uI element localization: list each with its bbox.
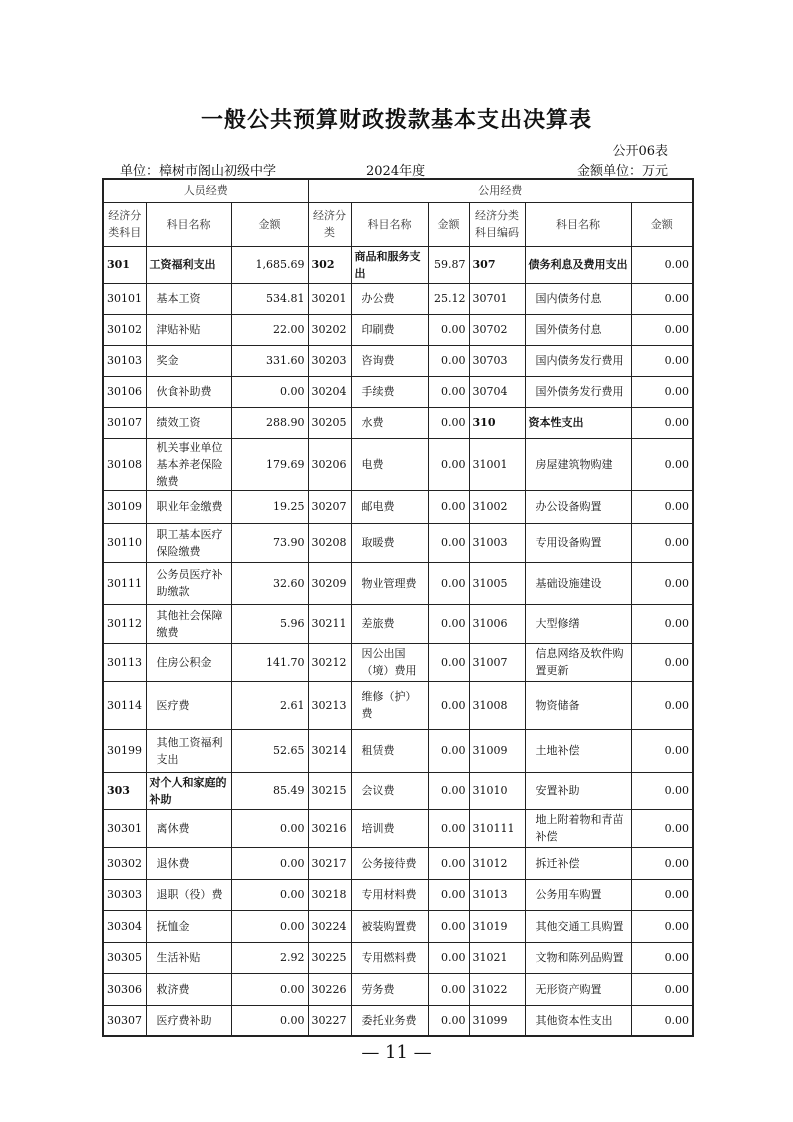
name-cell: 印刷费 — [351, 314, 428, 345]
header-public: 公用经费 — [308, 179, 693, 202]
code-cell: 30110 — [103, 523, 146, 562]
name-cell: 咨询费 — [351, 345, 428, 376]
code-cell: 31012 — [469, 847, 525, 879]
code-cell: 30208 — [308, 523, 351, 562]
code-cell: 30106 — [103, 376, 146, 407]
code-cell: 30307 — [103, 1005, 146, 1036]
name-cell: 被装购置费 — [351, 910, 428, 942]
name-cell: 租赁费 — [351, 729, 428, 772]
name-cell: 国内债务付息 — [525, 283, 631, 314]
code-cell: 30304 — [103, 910, 146, 942]
code-cell: 30227 — [308, 1005, 351, 1036]
amount-cell: 0.00 — [231, 910, 308, 942]
name-cell: 邮电费 — [351, 490, 428, 523]
table-row — [103, 345, 693, 376]
expenditure-table — [102, 178, 694, 1037]
name-cell: 津贴补贴 — [146, 314, 231, 345]
code-cell: 30226 — [308, 973, 351, 1005]
name-cell: 物业管理费 — [351, 562, 428, 604]
amount-cell: 0.00 — [631, 809, 693, 847]
amount-cell: 0.00 — [631, 283, 693, 314]
name-cell: 手续费 — [351, 376, 428, 407]
name-cell: 救济费 — [146, 973, 231, 1005]
name-cell: 土地补偿 — [525, 729, 631, 772]
amount-cell: 73.90 — [231, 523, 308, 562]
code-cell: 30224 — [308, 910, 351, 942]
name-cell: 资本性支出 — [525, 407, 631, 438]
table-row — [103, 973, 693, 1005]
name-cell: 离休费 — [146, 809, 231, 847]
code-cell: 31099 — [469, 1005, 525, 1036]
code-cell: 30206 — [308, 438, 351, 490]
code-cell: 31001 — [469, 438, 525, 490]
code-cell: 30205 — [308, 407, 351, 438]
table-row — [103, 438, 693, 490]
table-row — [103, 942, 693, 973]
code-cell: 31019 — [469, 910, 525, 942]
amount-cell: 0.00 — [631, 681, 693, 729]
amount-cell: 331.60 — [231, 345, 308, 376]
amount-cell: 0.00 — [231, 973, 308, 1005]
name-cell: 基本工资 — [146, 283, 231, 314]
name-cell: 培训费 — [351, 809, 428, 847]
code-cell: 310 — [469, 407, 525, 438]
amount-cell: 0.00 — [631, 879, 693, 910]
code-cell: 30209 — [308, 562, 351, 604]
header-name2: 科目名称 — [351, 202, 428, 246]
code-cell: 30109 — [103, 490, 146, 523]
amount-cell: 5.96 — [231, 604, 308, 643]
code-cell: 31002 — [469, 490, 525, 523]
unit-label: 单位：樟树市阁山初级中学 — [120, 164, 277, 179]
header-code2: 经济分类 — [308, 202, 351, 246]
header-name1: 科目名称 — [146, 202, 231, 246]
table-row — [103, 283, 693, 314]
name-cell: 地上附着物和青苗补偿 — [525, 809, 631, 847]
amount-cell: 0.00 — [428, 809, 469, 847]
name-cell: 委托业务费 — [351, 1005, 428, 1036]
name-cell: 其他工资福利支出 — [146, 729, 231, 772]
amount-cell: 0.00 — [428, 847, 469, 879]
amount-cell: 0.00 — [428, 562, 469, 604]
code-cell: 31005 — [469, 562, 525, 604]
code-cell: 30704 — [469, 376, 525, 407]
code-cell: 310111 — [469, 809, 525, 847]
page-title: 一般公共预算财政拨款基本支出决算表 — [200, 107, 592, 133]
name-cell: 职工基本医疗保险缴费 — [146, 523, 231, 562]
amount-cell: 0.00 — [428, 523, 469, 562]
amount-cell: 0.00 — [428, 643, 469, 681]
name-cell: 医疗费补助 — [146, 1005, 231, 1036]
table-row — [103, 809, 693, 847]
amount-cell: 0.00 — [631, 1005, 693, 1036]
name-cell: 文物和陈列品购置 — [525, 942, 631, 973]
header-name3: 科目名称 — [525, 202, 631, 246]
name-cell: 商品和服务支出 — [351, 246, 428, 283]
amount-cell: 0.00 — [631, 314, 693, 345]
name-cell: 物资储备 — [525, 681, 631, 729]
name-cell: 机关事业单位基本养老保险缴费 — [146, 438, 231, 490]
name-cell: 职业年金缴费 — [146, 490, 231, 523]
name-cell: 信息网络及软件购置更新 — [525, 643, 631, 681]
form-number: 公开06表 — [612, 144, 668, 159]
code-cell: 31013 — [469, 879, 525, 910]
amount-cell: 19.25 — [231, 490, 308, 523]
name-cell: 国内债务发行费用 — [525, 345, 631, 376]
code-cell: 30114 — [103, 681, 146, 729]
amount-cell: 0.00 — [631, 772, 693, 809]
amount-cell: 288.90 — [231, 407, 308, 438]
amount-cell: 0.00 — [231, 879, 308, 910]
name-cell: 劳务费 — [351, 973, 428, 1005]
amount-cell: 0.00 — [631, 973, 693, 1005]
table-row — [103, 314, 693, 345]
name-cell: 水费 — [351, 407, 428, 438]
amount-cell: 0.00 — [631, 376, 693, 407]
amount-cell: 0.00 — [631, 490, 693, 523]
code-cell: 31009 — [469, 729, 525, 772]
amount-cell: 0.00 — [428, 407, 469, 438]
name-cell: 拆迁补偿 — [525, 847, 631, 879]
code-cell: 30216 — [308, 809, 351, 847]
name-cell: 其他社会保障缴费 — [146, 604, 231, 643]
name-cell: 对个人和家庭的补助 — [146, 772, 231, 809]
amount-cell: 0.00 — [231, 376, 308, 407]
name-cell: 国外债务付息 — [525, 314, 631, 345]
header-amt2: 金额 — [428, 202, 469, 246]
code-cell: 30102 — [103, 314, 146, 345]
name-cell: 大型修缮 — [525, 604, 631, 643]
code-cell: 30112 — [103, 604, 146, 643]
code-cell: 31022 — [469, 973, 525, 1005]
amount-cell: 0.00 — [428, 973, 469, 1005]
code-cell: 31008 — [469, 681, 525, 729]
amount-cell: 0.00 — [428, 729, 469, 772]
table-row — [103, 879, 693, 910]
code-cell: 30302 — [103, 847, 146, 879]
amount-cell: 179.69 — [231, 438, 308, 490]
code-cell: 30204 — [308, 376, 351, 407]
name-cell: 安置补助 — [525, 772, 631, 809]
amount-cell: 22.00 — [231, 314, 308, 345]
name-cell: 差旅费 — [351, 604, 428, 643]
amount-cell: 1,685.69 — [231, 246, 308, 283]
amount-cell: 0.00 — [631, 643, 693, 681]
table-row — [103, 729, 693, 772]
code-cell: 30101 — [103, 283, 146, 314]
name-cell: 退休费 — [146, 847, 231, 879]
code-cell: 30217 — [308, 847, 351, 879]
name-cell: 取暖费 — [351, 523, 428, 562]
amount-cell: 0.00 — [428, 345, 469, 376]
name-cell: 国外债务发行费用 — [525, 376, 631, 407]
name-cell: 公务员医疗补助缴款 — [146, 562, 231, 604]
amount-cell: 0.00 — [231, 1005, 308, 1036]
code-cell: 301 — [103, 246, 146, 283]
name-cell: 维修（护）费 — [351, 681, 428, 729]
header-code3: 经济分类科目编码 — [469, 202, 525, 246]
amount-cell: 0.00 — [631, 910, 693, 942]
amount-cell: 0.00 — [631, 729, 693, 772]
name-cell: 绩效工资 — [146, 407, 231, 438]
code-cell: 30225 — [308, 942, 351, 973]
amount-cell: 0.00 — [428, 604, 469, 643]
name-cell: 债务利息及费用支出 — [525, 246, 631, 283]
table-row — [103, 643, 693, 681]
code-cell: 31003 — [469, 523, 525, 562]
code-cell: 30103 — [103, 345, 146, 376]
name-cell: 基础设施建设 — [525, 562, 631, 604]
table-row — [103, 604, 693, 643]
amount-cell: 0.00 — [631, 604, 693, 643]
name-cell: 其他资本性支出 — [525, 1005, 631, 1036]
amount-cell: 141.70 — [231, 643, 308, 681]
name-cell: 公务用车购置 — [525, 879, 631, 910]
name-cell: 伙食补助费 — [146, 376, 231, 407]
amount-cell: 0.00 — [428, 490, 469, 523]
name-cell: 无形资产购置 — [525, 973, 631, 1005]
table-row — [103, 681, 693, 729]
code-cell: 31010 — [469, 772, 525, 809]
amount-cell: 0.00 — [231, 847, 308, 879]
name-cell: 公务接待费 — [351, 847, 428, 879]
code-cell: 31021 — [469, 942, 525, 973]
name-cell: 其他交通工具购置 — [525, 910, 631, 942]
code-cell: 30107 — [103, 407, 146, 438]
code-cell: 30306 — [103, 973, 146, 1005]
name-cell: 抚恤金 — [146, 910, 231, 942]
amount-cell: 0.00 — [428, 681, 469, 729]
amount-cell: 0.00 — [231, 809, 308, 847]
name-cell: 专用设备购置 — [525, 523, 631, 562]
amount-cell: 0.00 — [631, 438, 693, 490]
name-cell: 房屋建筑物购建 — [525, 438, 631, 490]
money-unit-label: 金额单位：万元 — [576, 164, 668, 179]
code-cell: 30111 — [103, 562, 146, 604]
amount-cell: 0.00 — [428, 942, 469, 973]
table-row — [103, 847, 693, 879]
table-row — [103, 562, 693, 604]
amount-cell: 2.61 — [231, 681, 308, 729]
table-row — [103, 1005, 693, 1036]
table-row — [103, 407, 693, 438]
amount-cell: 534.81 — [231, 283, 308, 314]
header-amt1: 金额 — [231, 202, 308, 246]
amount-cell: 0.00 — [631, 345, 693, 376]
code-cell: 30702 — [469, 314, 525, 345]
code-cell: 30113 — [103, 643, 146, 681]
table-row — [103, 246, 693, 283]
name-cell: 专用燃料费 — [351, 942, 428, 973]
table-row — [103, 910, 693, 942]
code-cell: 302 — [308, 246, 351, 283]
code-cell: 30703 — [469, 345, 525, 376]
code-cell: 30202 — [308, 314, 351, 345]
amount-cell: 0.00 — [428, 438, 469, 490]
name-cell: 医疗费 — [146, 681, 231, 729]
header-code1: 经济分类科目 — [103, 202, 146, 246]
amount-cell: 0.00 — [428, 314, 469, 345]
amount-cell: 0.00 — [631, 562, 693, 604]
name-cell: 电费 — [351, 438, 428, 490]
name-cell: 奖金 — [146, 345, 231, 376]
amount-cell: 0.00 — [631, 407, 693, 438]
code-cell: 30305 — [103, 942, 146, 973]
name-cell: 专用材料费 — [351, 879, 428, 910]
amount-cell: 0.00 — [428, 376, 469, 407]
page-number: — 11 — — [361, 1042, 432, 1063]
table-row — [103, 523, 693, 562]
code-cell: 30218 — [308, 879, 351, 910]
code-cell: 30201 — [308, 283, 351, 314]
code-cell: 30108 — [103, 438, 146, 490]
table-row — [103, 376, 693, 407]
code-cell: 30207 — [308, 490, 351, 523]
amount-cell: 0.00 — [631, 246, 693, 283]
amount-cell: 0.00 — [631, 523, 693, 562]
name-cell: 工资福利支出 — [146, 246, 231, 283]
name-cell: 生活补贴 — [146, 942, 231, 973]
amount-cell: 2.92 — [231, 942, 308, 973]
amount-cell: 0.00 — [428, 772, 469, 809]
name-cell: 因公出国（境）费用 — [351, 643, 428, 681]
code-cell: 30203 — [308, 345, 351, 376]
amount-cell: 0.00 — [428, 1005, 469, 1036]
name-cell: 退职（役）费 — [146, 879, 231, 910]
code-cell: 30301 — [103, 809, 146, 847]
amount-cell: 0.00 — [428, 910, 469, 942]
amount-cell: 32.60 — [231, 562, 308, 604]
table-row — [103, 490, 693, 523]
amount-cell: 0.00 — [631, 942, 693, 973]
code-cell: 307 — [469, 246, 525, 283]
code-cell: 30214 — [308, 729, 351, 772]
amount-cell: 59.87 — [428, 246, 469, 283]
name-cell: 会议费 — [351, 772, 428, 809]
header-amt3: 金额 — [631, 202, 693, 246]
code-cell: 30212 — [308, 643, 351, 681]
amount-cell: 25.12 — [428, 283, 469, 314]
code-cell: 30199 — [103, 729, 146, 772]
name-cell: 办公费 — [351, 283, 428, 314]
name-cell: 办公设备购置 — [525, 490, 631, 523]
table-row — [103, 772, 693, 809]
amount-cell: 0.00 — [428, 879, 469, 910]
name-cell: 住房公积金 — [146, 643, 231, 681]
code-cell: 30215 — [308, 772, 351, 809]
header-personnel: 人员经费 — [103, 179, 308, 202]
amount-cell: 85.49 — [231, 772, 308, 809]
amount-cell: 52.65 — [231, 729, 308, 772]
code-cell: 31007 — [469, 643, 525, 681]
code-cell: 30211 — [308, 604, 351, 643]
code-cell: 303 — [103, 772, 146, 809]
code-cell: 30303 — [103, 879, 146, 910]
code-cell: 31006 — [469, 604, 525, 643]
code-cell: 30701 — [469, 283, 525, 314]
code-cell: 30213 — [308, 681, 351, 729]
amount-cell: 0.00 — [631, 847, 693, 879]
year-label: 2024年度 — [366, 164, 426, 179]
